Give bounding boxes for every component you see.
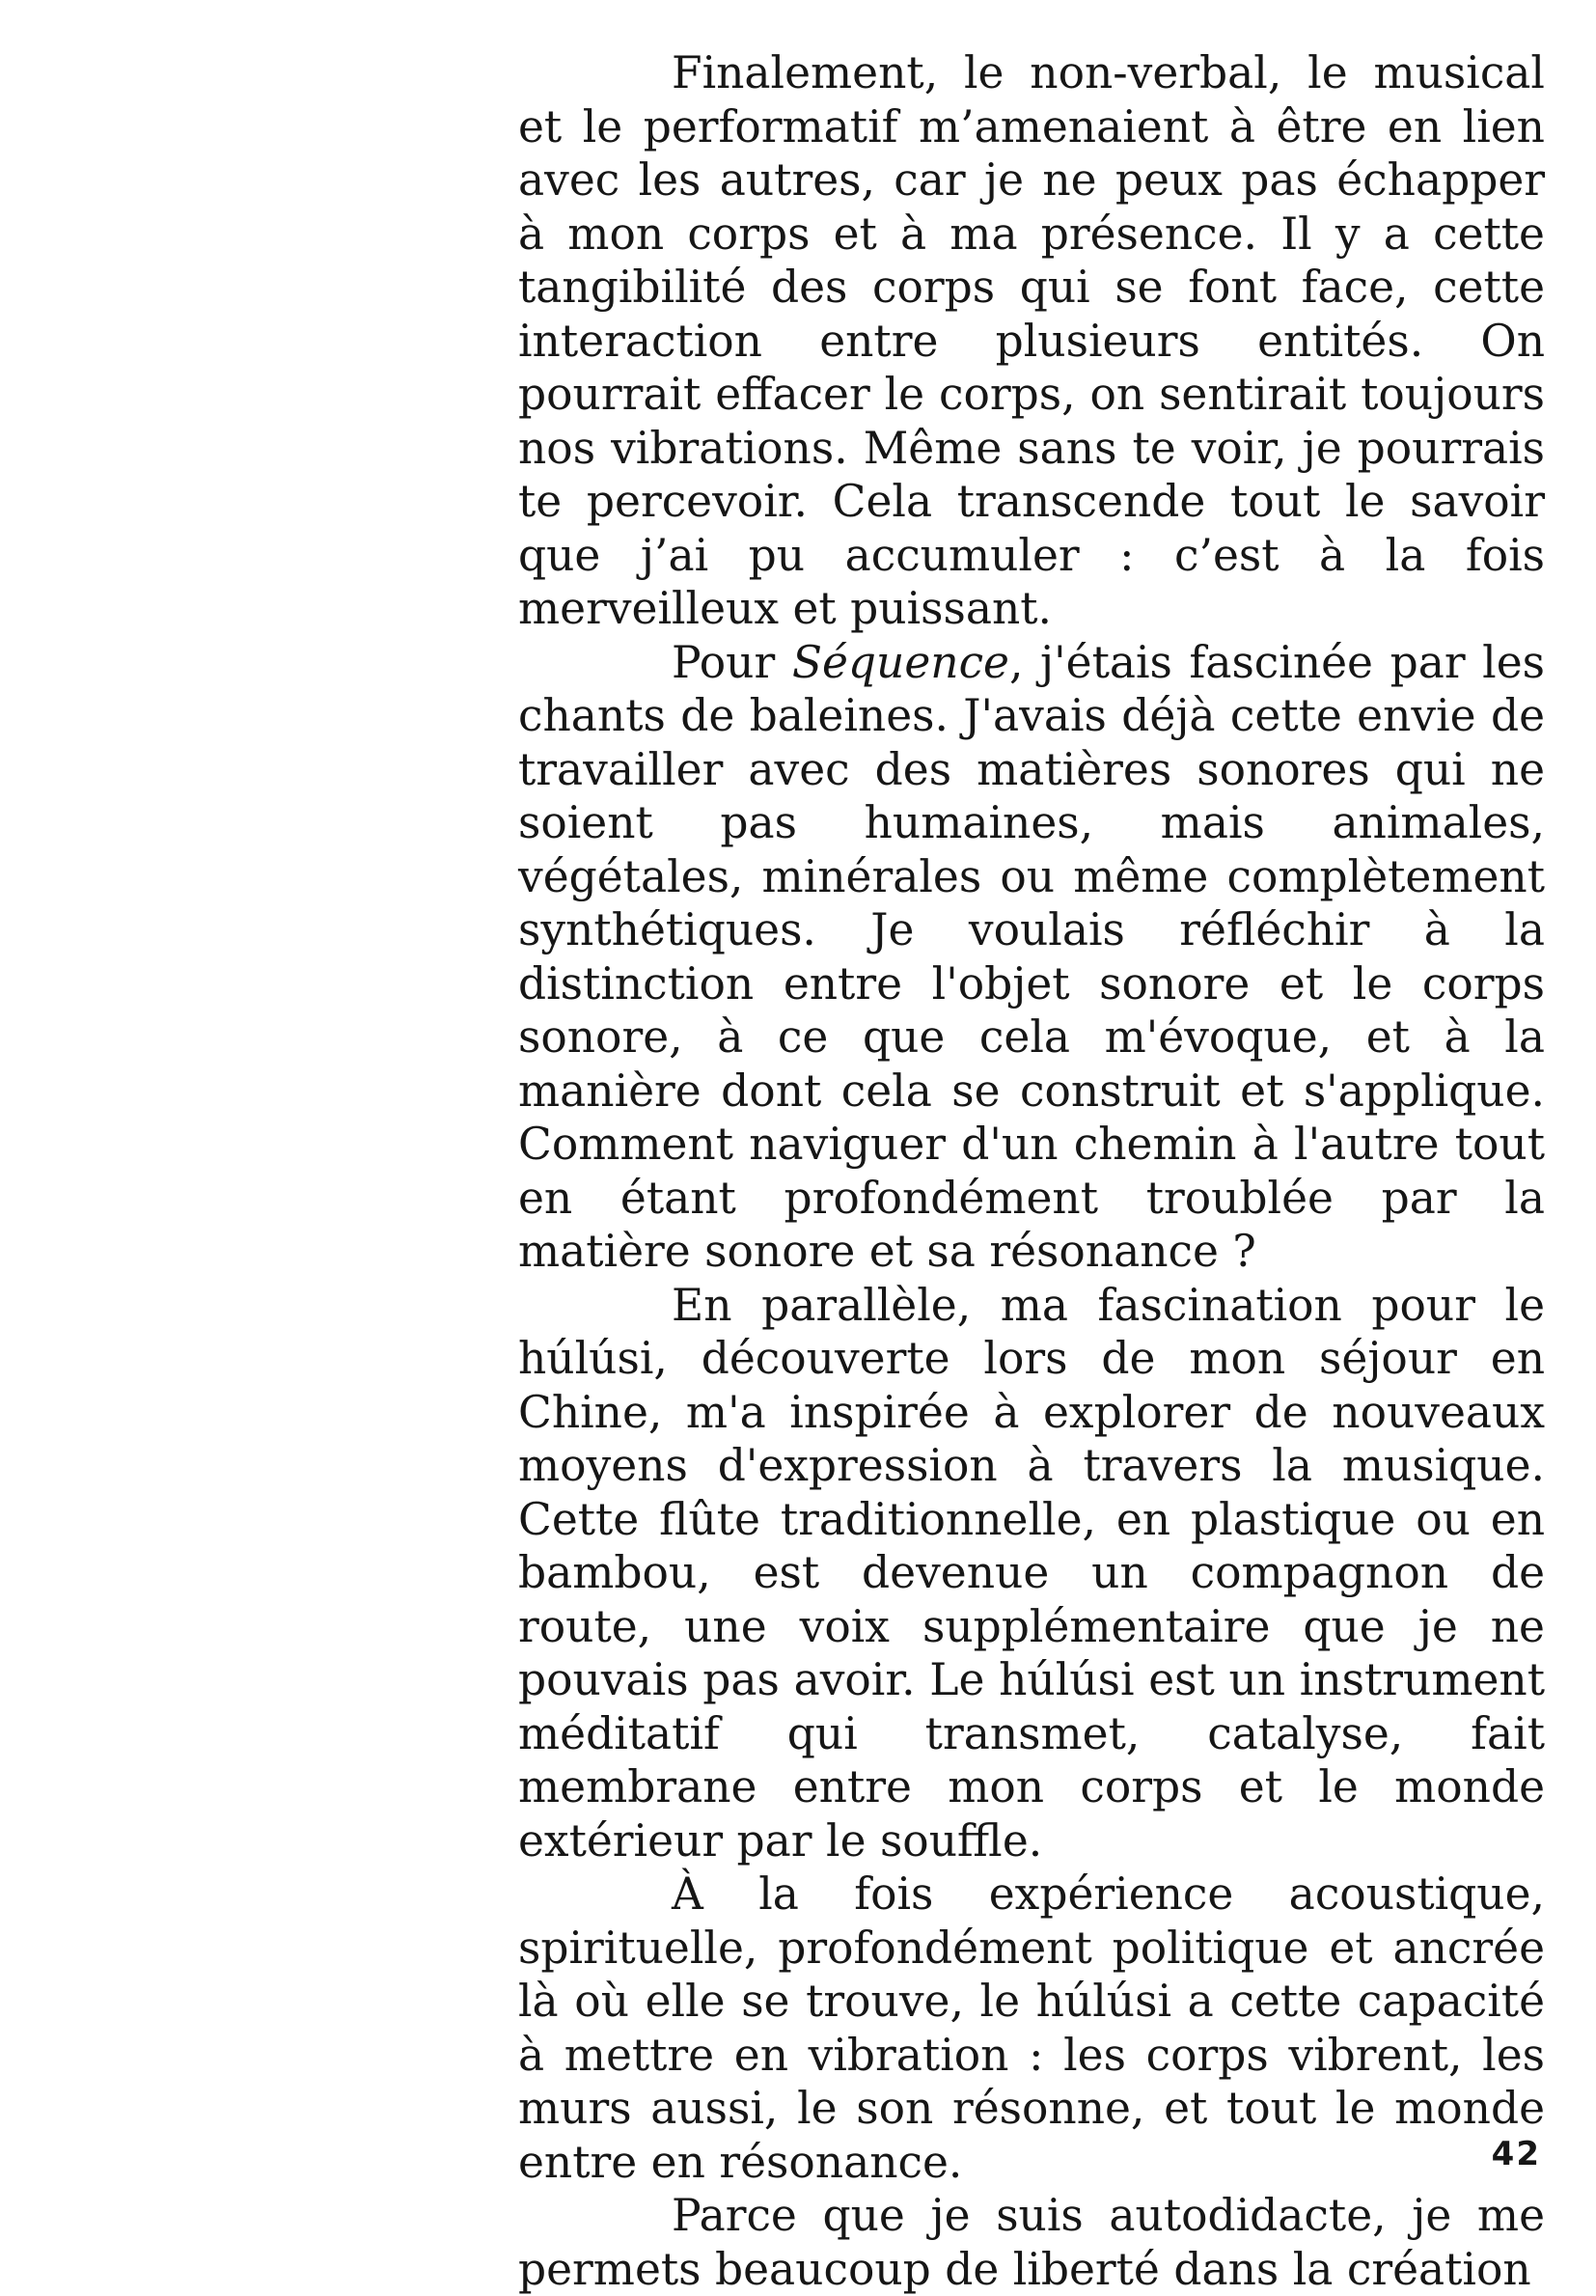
body-text	[518, 46, 1545, 2296]
page-number: 42	[1491, 2135, 1541, 2173]
paragraph-5: Parce que je suis autodidacte, je me permets beaucoup de liberté dans la création	[518, 2190, 1545, 2295]
paragraph-3: En parallèle, ma fascination pour le húlúsi, découverte lors de mon séjour en Chine, m'a inspirée à explorer de nouveaux moyens d'expression à travers la musique. Cette flûte traditionnelle, en plastique ou en bambou, est devenue un compagnon de route, une voix supplémentaire que je ne pouvais pas avoir. Le húlúsi est un instrument méditatif qui transmet, catalyse, fait membrane entre mon corps et le monde extérieur par le souffle.	[518, 1279, 1545, 1867]
paragraph-4: À la fois expérience acoustique, spirituelle, profondément politique et ancrée là où elle se trouve, le húlúsi a cette capacité à mettre en vibration : les corps vibrent, les murs aussi, le son résonne, et tout le monde entre en résonance.	[518, 1868, 1545, 2188]
paragraph-2-start: Pour	[672, 636, 792, 688]
paragraph-2-rest: , j'étais fascinée par les chants de baleines. J'avais déjà cette envie de travailler avec des matières sonores qui ne soient pas humaines, mais animales, végétales, minérales ou même complètement synthétiques. Je voulais réfléchir à la distinction entre l'objet sonore et le corps sonore, à ce que cela m'évoque, et à la manière dont cela se construit et s'applique. Comment naviguer d'un chemin à l'autre tout en étant profondément troublée par la matière sonore et sa résonance ?	[518, 636, 1545, 1277]
paragraph-1: Finalement, le non-verbal, le musical et le performatif m’amenaient à être en lien avec les autres, car je ne peux pas échapper à mon corps et à ma présence. Il y a cette tangibilité des corps qui se font face, cette interaction entre plusieurs entités. On pourrait effacer le corps, on sentirait toujours nos vibrations. Même sans te voir, je pourrais te percevoir. Cela transcende tout le savoir que j’ai pu accumuler : c’est à la fois merveilleux et puissant.	[518, 47, 1545, 634]
work-title-sequence: Séquence	[791, 636, 1009, 688]
paragraph-2	[518, 636, 1545, 1279]
